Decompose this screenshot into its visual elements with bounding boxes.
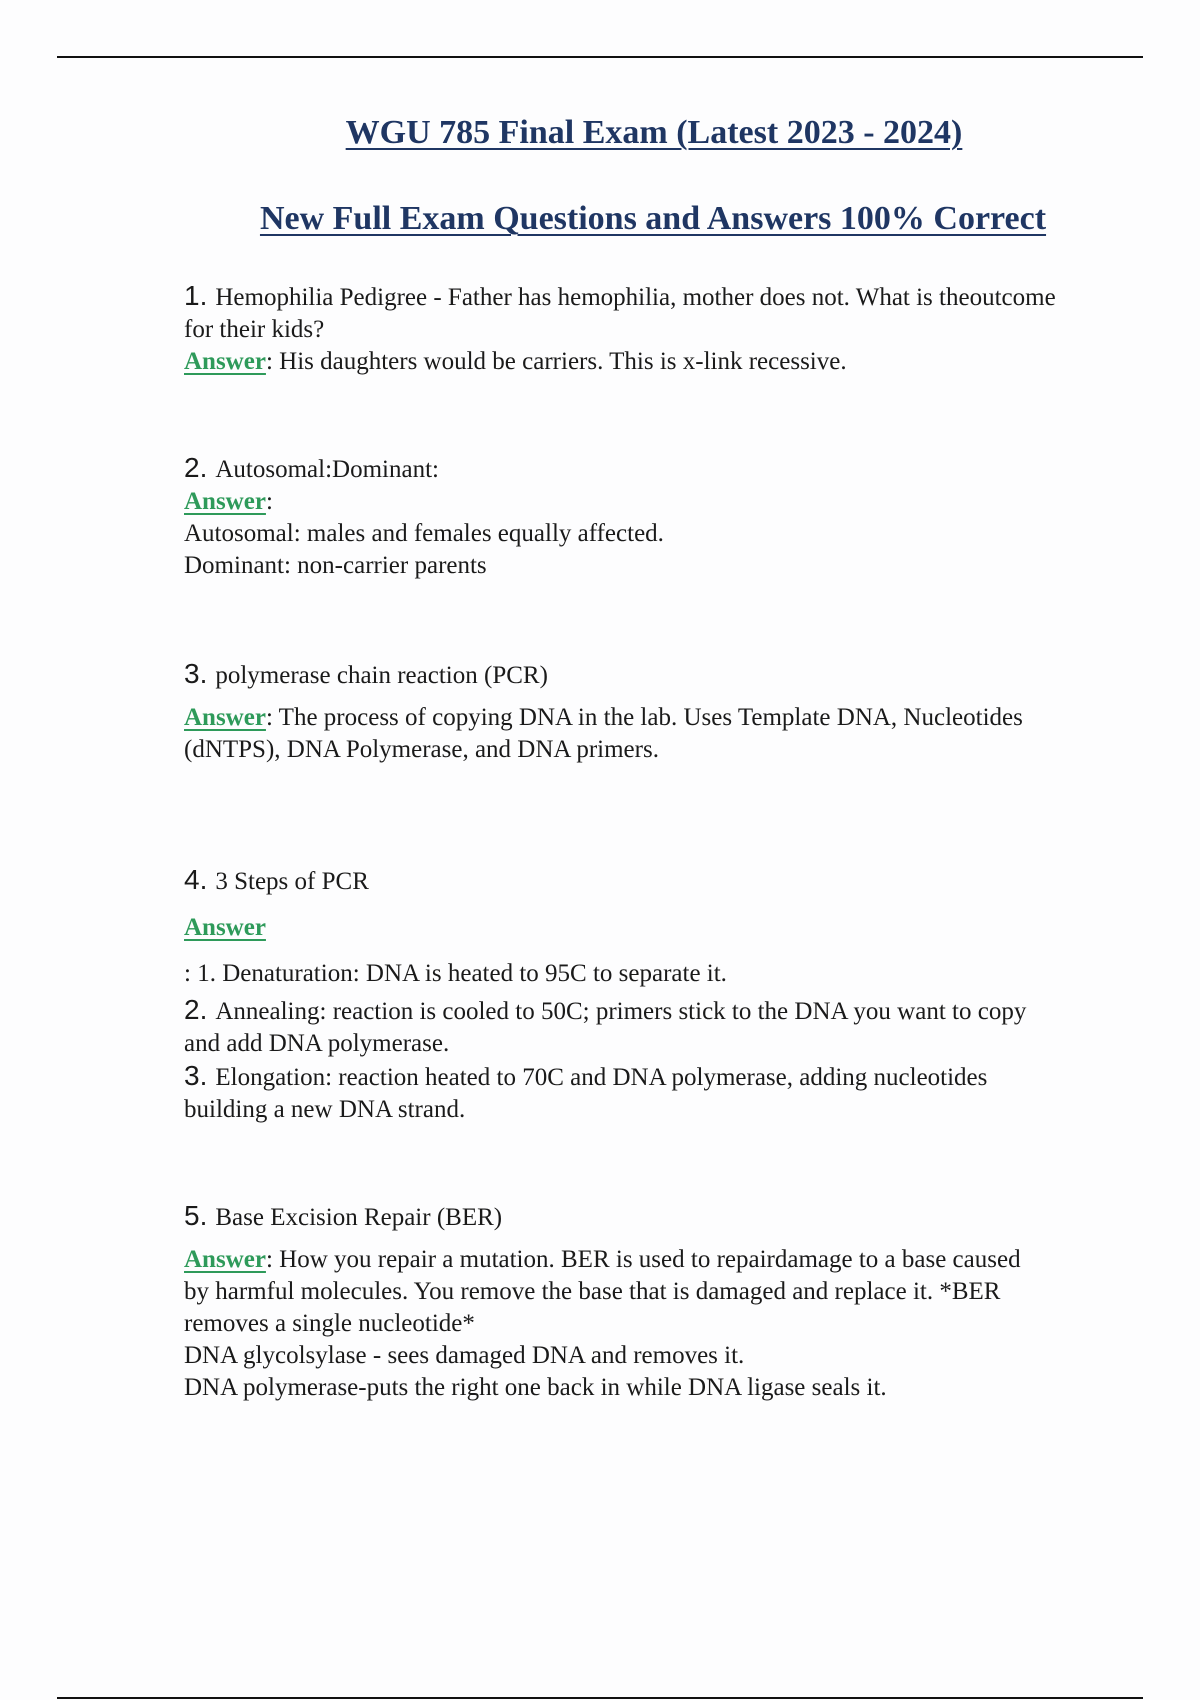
answer-line: (dNTPS), DNA Polymerase, and DNA primers. bbox=[184, 736, 659, 763]
question-item-2 bbox=[184, 452, 1134, 582]
question-text: 3. polymerase chain reaction (PCR) bbox=[184, 658, 548, 689]
answer-line: removes a single nucleotide* bbox=[184, 1310, 475, 1337]
answer-label: Answer bbox=[184, 914, 266, 941]
step-2-cont: and add DNA polymerase. bbox=[184, 1030, 450, 1057]
answer-label-line bbox=[184, 912, 1134, 944]
document-subtitle: New Full Exam Questions and Answers 100% Correct bbox=[259, 200, 1047, 237]
step-3: 3. Elongation: reaction heated to 70C and DNA polymerase, adding nucleotides bbox=[184, 1060, 988, 1091]
question-number: 5. bbox=[184, 1200, 208, 1231]
document-title: WGU 785 Final Exam (Latest 2023 - 2024) bbox=[345, 114, 963, 151]
question-text: 1. Hemophilia Pedigree - Father has hemophilia, mother does not. What is theoutcome bbox=[184, 280, 1056, 311]
answer-label: Answer bbox=[184, 704, 266, 731]
question-number: 4. bbox=[184, 864, 208, 895]
answer-text: Answer: His daughters would be carriers. This is x-link recessive. bbox=[184, 348, 847, 375]
step-number: 2. bbox=[184, 994, 208, 1025]
answer-line: Dominant: non-carrier parents bbox=[184, 552, 487, 579]
answer-label: Answer bbox=[184, 488, 266, 515]
question-item-1 bbox=[184, 280, 1134, 378]
top-rule bbox=[57, 56, 1143, 58]
question-item-4 bbox=[184, 864, 1134, 1126]
question-text: 2. Autosomal:Dominant: bbox=[184, 452, 439, 483]
question-text: 4. 3 Steps of PCR bbox=[184, 864, 369, 895]
bottom-rule bbox=[57, 1697, 1143, 1699]
question-text-cont: for their kids? bbox=[184, 316, 325, 343]
step-number: 3. bbox=[184, 1060, 208, 1091]
answer-text: Answer: How you repair a mutation. BER is used to repairdamage to a base caused bbox=[184, 1246, 1021, 1273]
question-text: 5. Base Excision Repair (BER) bbox=[184, 1200, 503, 1231]
answer-line: Autosomal: males and females equally affected. bbox=[184, 520, 664, 547]
answer-text: Answer: The process of copying DNA in the lab. Uses Template DNA, Nucleotides bbox=[184, 704, 1023, 731]
question-number: 2. bbox=[184, 452, 208, 483]
answer-line: DNA polymerase-puts the right one back in while DNA ligase seals it. bbox=[184, 1374, 887, 1401]
step-1: : 1. Denaturation: DNA is heated to 95C to separate it. bbox=[184, 960, 727, 987]
question-number: 1. bbox=[184, 280, 208, 311]
answer-label: Answer bbox=[184, 1246, 266, 1273]
question-number: 3. bbox=[184, 658, 208, 689]
answer-text: Answer: bbox=[184, 488, 273, 515]
question-item-3 bbox=[184, 658, 1134, 766]
question-item-5 bbox=[184, 1200, 1134, 1404]
answer-line: by harmful molecules. You remove the base that is damaged and replace it. *BER bbox=[184, 1278, 1001, 1305]
step-3-cont: building a new DNA strand. bbox=[184, 1096, 466, 1123]
step-2: 2. Annealing: reaction is cooled to 50C; primers stick to the DNA you want to copy bbox=[184, 994, 1027, 1025]
answer-label: Answer bbox=[184, 348, 266, 375]
answer-line: DNA glycolsylase - sees damaged DNA and removes it. bbox=[184, 1342, 745, 1369]
